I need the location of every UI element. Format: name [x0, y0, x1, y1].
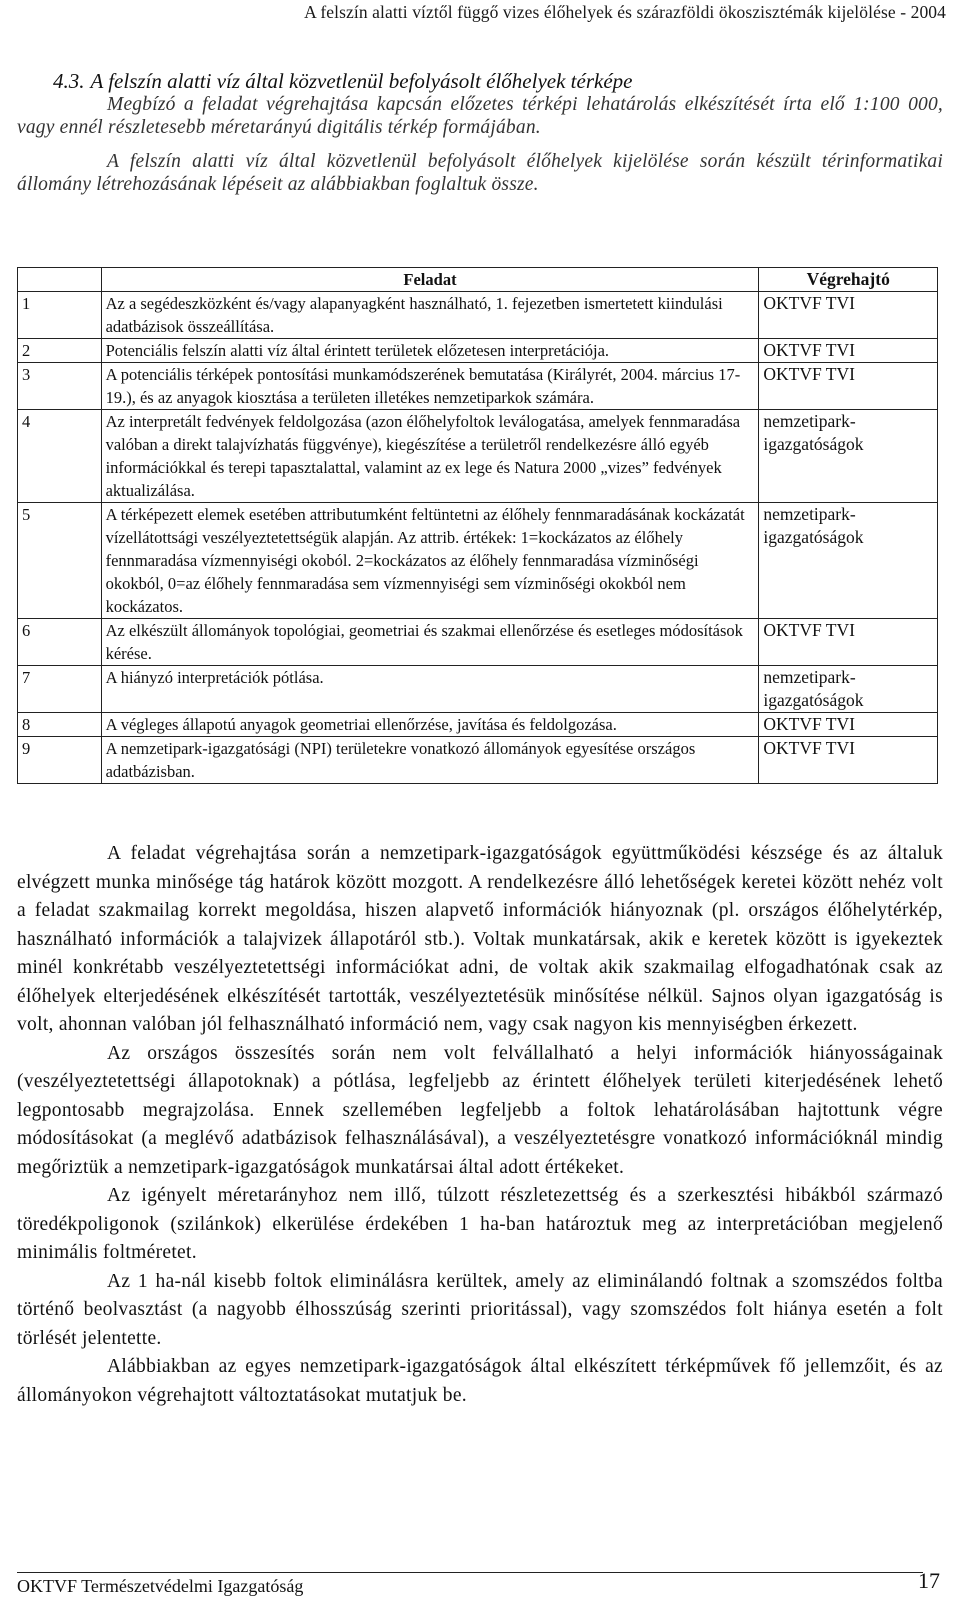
table-row — [18, 666, 938, 713]
section-number: 4.3. — [53, 69, 85, 93]
intro-paragraph-2: A felszín alatti víz által közvetlenül befolyásolt élőhelyek kijelölése során készült térinformatikai állomány létrehozásának lépéseit az alábbiakban foglaltuk össze. — [17, 151, 943, 195]
row-number: 1 — [18, 292, 102, 339]
table-row — [18, 737, 938, 784]
body-paragraph-5: Alábbiakban az egyes nemzetipark-igazgatóságok által elkészített térképművek fő jellemzőit, és az állományokon végrehajtott változtatásokat mutatjuk be. — [17, 1356, 943, 1406]
task-table — [17, 267, 938, 784]
row-task: Potenciális felszín alatti víz által érintett területek előzetesen interpretációja. — [101, 339, 759, 363]
column-header-executor: Végrehajtó — [759, 268, 938, 292]
section-heading — [17, 70, 943, 93]
row-executor: nemzetipark-igazgatóságok — [759, 503, 938, 619]
row-number: 8 — [18, 713, 102, 737]
body-paragraph-3: Az igényelt méretarányhoz nem illő, túlzott részletezettség és a szerkesztési hibákból származó töredékpoligonok (szilánkok) elkerülése érdekében 1 ha-ban határoztuk meg az interpretációban megjelenő minimális foltméretet. — [17, 1185, 943, 1263]
row-task: A végleges állapotú anyagok geometriai ellenőrzése, javítása és feldolgozása. — [101, 713, 759, 737]
footer-divider — [17, 1572, 923, 1573]
intro-paragraph-1: Megbízó a feladat végrehajtása kapcsán előzetes térképi lehatárolás elkészítését írta elő 1:100 000, vagy ennél részletesebb méretarányú digitális térkép formájában. — [17, 94, 943, 138]
row-number: 4 — [18, 410, 102, 503]
row-number: 5 — [18, 503, 102, 619]
footer-organization: OKTVF Természetvédelmi Igazgatóság — [17, 1576, 304, 1596]
row-number: 9 — [18, 737, 102, 784]
column-header-task: Feladat — [101, 268, 759, 292]
table-row — [18, 363, 938, 410]
row-task: A nemzetipark-igazgatósági (NPI) területekre vonatkozó állományok egyesítése országos adatbázisban. — [101, 737, 759, 784]
row-executor: OKTVF TVI — [759, 363, 938, 410]
row-task: A potenciális térképek pontosítási munkamódszerének bemutatása (Királyrét, 2004. március 17-19.), és az anyagok kiosztása a területen illetékes nemzetiparkok számára. — [101, 363, 759, 410]
row-task: A hiányzó interpretációk pótlása. — [101, 666, 759, 713]
row-executor: OKTVF TVI — [759, 619, 938, 666]
row-executor: OKTVF TVI — [759, 292, 938, 339]
body-paragraph-4: Az 1 ha-nál kisebb foltok eliminálásra kerültek, amely az eliminálandó foltnak a szomszédos foltba történő beolvasztást (a nagyobb élhosszúság szerinti prioritással), vagy szomszédos folt hiánya esetén a folt törlését jelentette. — [17, 1270, 943, 1349]
table-row — [18, 292, 938, 339]
column-header-num — [18, 268, 102, 292]
running-header: A felszín alatti víztől függő vizes élőhelyek és szárazföldi ökoszisztémák kijelölése - 2004 — [304, 2, 946, 22]
row-number: 2 — [18, 339, 102, 363]
row-task: Az elkészült állományok topológiai, geometriai és szakmai ellenőrzése és esetleges módosítások kérése. — [101, 619, 759, 666]
row-number: 3 — [18, 363, 102, 410]
body-text — [17, 840, 943, 1410]
row-executor: nemzetipark-igazgatóságok — [759, 410, 938, 503]
row-executor: nemzetipark-igazgatóságok — [759, 666, 938, 713]
table-row — [18, 713, 938, 737]
section — [17, 70, 943, 196]
row-executor: OKTVF TVI — [759, 713, 938, 737]
row-task: A térképezett elemek esetében attributumként feltüntetni az élőhely fennmaradásának kockázatát vízellátottsági veszélyeztetettségük alapján. Az attrib. értékek: 1=kockázatos az élőhely fennmaradása vízmennyiségi okoból. 2=kockázatos az élőhely fennmaradása vízminőségi okokból, 0=az élőhely fennmaradása sem vízmennyiségi sem vízminőségi okokból nem kockázatos. — [101, 503, 759, 619]
row-task: Az a segédeszközként és/vagy alapanyagként használható, 1. fejezetben ismertetett kiindulási adatbázisok összeállítása. — [101, 292, 759, 339]
page-number: 17 — [918, 1568, 940, 1593]
body-paragraph-1: A feladat végrehajtása során a nemzetipark-igazgatóságok együttműködési készsége és az általuk elvégzett munka minősége tág határok között mozgott. A rendelkezésre álló lehetőségek keretei között nehéz volt a feladat szakmailag korrekt megoldása, hiszen alapvető információk hiányoznak (pl. országos élőhelytérkép, használható információk a talajvizek állapotáról stb.). Voltak munkatársak, akik e keretek között is igyekeztek minél konkrétabb veszélyeztetettségi információkat adni, de voltak akik szakmailag elfogadhatónak csak az élőhelyek elterjedésének elkészítését tartották, veszélyeztetésük minősítése nélkül. Sajnos olyan igazgatóság is volt, ahonnan valóban jól felhasználható információ nem, vagy csak nagyon kis mennyiségben érkezett. — [17, 843, 943, 1035]
section-title: A felszín alatti víz által közvetlenül befolyásolt élőhelyek térképe — [90, 69, 633, 93]
table-row — [18, 619, 938, 666]
table-row — [18, 339, 938, 363]
row-executor: OKTVF TVI — [759, 339, 938, 363]
row-executor: OKTVF TVI — [759, 737, 938, 784]
table-row — [18, 410, 938, 503]
table-header-row — [18, 268, 938, 292]
row-number: 7 — [18, 666, 102, 713]
row-task: Az interpretált fedvények feldolgozása (azon élőhelyfoltok leválogatása, amelyek fennmaradása valóban a direkt talajvízhatás függvénye), kiegészítése a területről rendelkezésre álló egyéb információkkal és terepi tapasztalattal, valamint az ex lege és Natura 2000 „vizes” fedvények aktualizálása. — [101, 410, 759, 503]
table-row — [18, 503, 938, 619]
body-paragraph-2: Az országos összesítés során nem volt felvállalható a helyi információk hiányosságainak (veszélyeztetettségi állapotoknak) a pótlása, legfeljebb az érintett élőhelyek területi kiterjedésének lehető legpontosabb megrajzolása. Ennek szellemében legfeljebb a foltok lehatárolásában hajtottunk végre módosításokat (a meglévő adatbázisok felhasználásával), a veszélyeztetésgre vonatkozó információknál mindig megőriztük a nemzetipark-igazgatóságok munkatársai által adott értékeket. — [17, 1042, 943, 1178]
row-number: 6 — [18, 619, 102, 666]
